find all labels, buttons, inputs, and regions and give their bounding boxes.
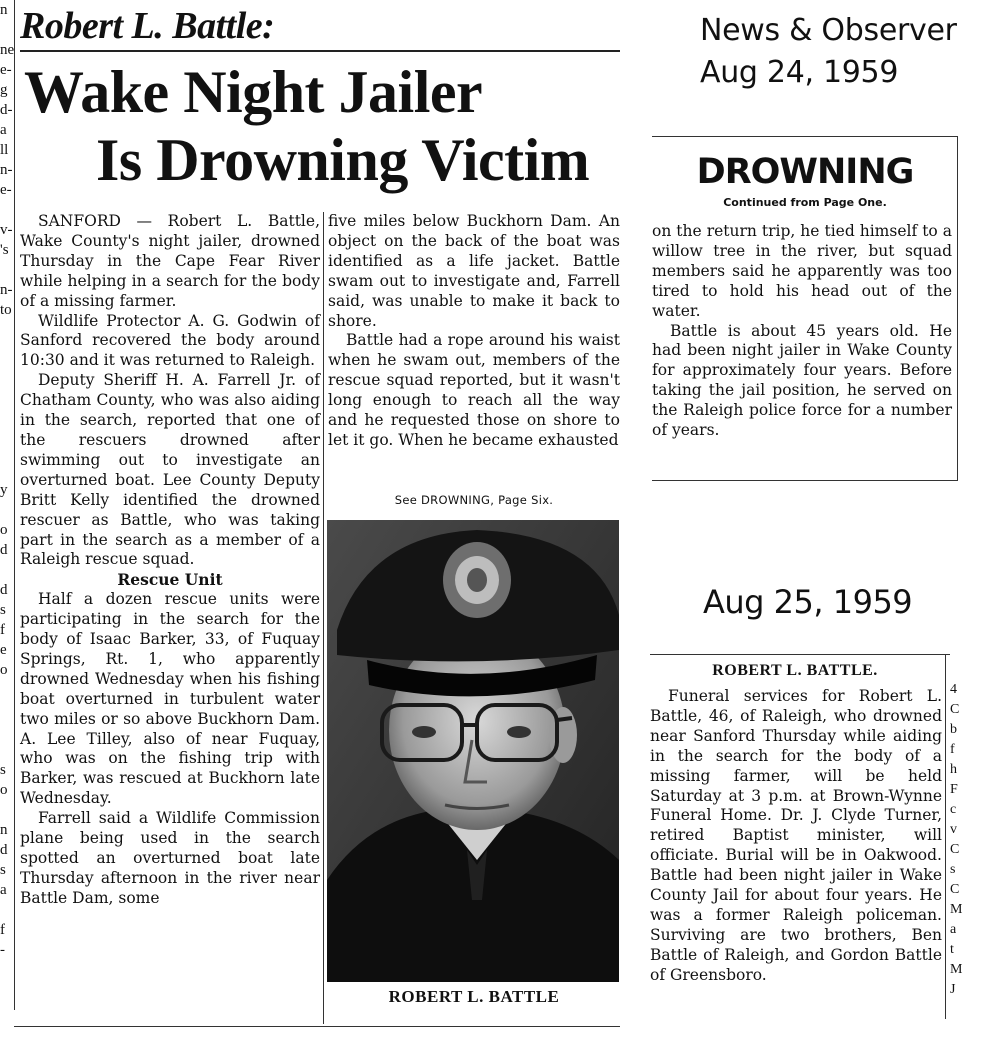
edge-fragment: ll (0, 142, 9, 158)
source-annotation (700, 10, 957, 94)
edge-fragment (0, 720, 14, 740)
story-paragraph: Battle had a rope around his waist when he swam out, members of the rescue squad reported, but it wasn't long enough to reach all the way and he requested those on shore to let it go. When he became exhausted (328, 331, 620, 449)
edge-fragment: 4 (950, 682, 957, 697)
edge-fragment: o (0, 662, 8, 678)
edge-fragment: e- (0, 62, 12, 78)
edge-fragment: e- (0, 182, 12, 198)
edge-fragment (0, 260, 14, 280)
edge-fragment: d (0, 842, 8, 858)
obituary-neighbor-fragments (950, 680, 964, 1000)
story-paragraph: Farrell said a Wildlife Commission plane being used in the search spotted an overturned boat late Thursday afternoon in the river near Battle Dam, some (20, 809, 320, 907)
edge-fragment (0, 460, 14, 480)
edge-fragment: to (0, 302, 12, 318)
continuation-text (652, 222, 952, 441)
edge-fragment: g (0, 82, 8, 98)
edge-fragment: d- (0, 102, 13, 118)
headline-line-1: Wake Night Jailer (24, 59, 483, 125)
photo-caption: ROBERT L. BATTLE (388, 987, 560, 1006)
edge-fragment: y (0, 482, 8, 498)
edge-fragment: n (0, 822, 8, 838)
edge-fragment: J (950, 982, 956, 997)
edge-fragment (0, 360, 14, 380)
edge-fragment: s (950, 862, 956, 877)
obituary-paragraph: Funeral services for Robert L. Battle, 46, of Raleigh, who drowned near Sanford Thursday while aiding in the search for the body of a missing farmer, will be held Saturday at 3 p.m. at Brown-Wynne Funeral Home. Dr. J. Clyde Turner, retired Baptist minister, will officiate. Burial will be in Oakwood. Battle had been night jailer in Wake County Jail for about four years. He was a former Raleigh policeman. Surviving are two brothers, Ben Battle of Raleigh, and Gordon Battle of Greensboro. (650, 687, 942, 984)
edge-fragment (0, 500, 14, 520)
story-paragraph: Wildlife Protector A. G. Godwin of Sanford recovered the body around 10:30 and it was returned to Raleigh. (20, 311, 320, 370)
obituary-top-rule (650, 654, 950, 655)
edge-fragment: t (950, 942, 954, 957)
edge-fragment (0, 400, 14, 420)
edge-fragment: s (0, 862, 6, 878)
edge-fragment: s (0, 602, 6, 618)
edge-fragment: a (950, 922, 957, 937)
edge-fragment (0, 800, 14, 820)
edge-fragment: a (0, 882, 7, 898)
source-date-2: Aug 25, 1959 (703, 583, 913, 621)
edge-fragment: ne (0, 42, 14, 58)
edge-fragment: F (950, 782, 958, 797)
story-paragraph: SANFORD — Robert L. Battle, Wake County's night jailer, drowned Thursday in the Cape Fear River while helping in a search for the body of a missing farmer. (20, 212, 320, 310)
edge-fragment: h (950, 762, 957, 777)
story-column-2 (328, 212, 620, 451)
edge-fragment: b (950, 722, 957, 737)
edge-fragment (0, 340, 14, 360)
edge-fragment: M (950, 902, 963, 917)
edge-fragment: v (950, 822, 957, 837)
edge-fragment (0, 20, 14, 40)
edge-fragment: c (950, 802, 957, 817)
continuation-subline: Continued from Page One. (723, 196, 887, 209)
edge-fragment (0, 200, 14, 220)
edge-fragment (0, 440, 14, 460)
continuation-headline: DROWNING (696, 152, 914, 192)
continuation-top-rule (652, 136, 958, 137)
edge-fragment (0, 680, 14, 700)
edge-fragment: n (0, 2, 8, 18)
edge-fragment: f (950, 742, 955, 757)
edge-fragment: e (0, 642, 7, 658)
edge-fragment: d (0, 582, 8, 598)
edge-fragment: d (0, 542, 8, 558)
neighbor-column-fragments (0, 0, 14, 1010)
edge-fragment: C (950, 842, 960, 857)
edge-fragment: a (0, 122, 7, 138)
obituary-text (650, 687, 942, 986)
kicker-rule (20, 50, 620, 52)
edge-fragment: n- (0, 162, 13, 178)
story-bottom-rule (14, 1026, 620, 1027)
subhead: Rescue Unit (117, 570, 223, 590)
source-date-1: Aug 24, 1959 (700, 55, 899, 90)
edge-fragment: v- (0, 222, 13, 238)
edge-fragment: n- (0, 282, 13, 298)
edge-fragment (0, 700, 14, 720)
story-paragraph: Deputy Sheriff H. A. Farrell Jr. of Chatham County, who was also aiding in the search, reported that one of the rescuers drowned after swimming out to investigate an overturned boat. Lee County Deputy Britt Kelly identified the drowned rescuer as Battle, who was taking part in the search as a member of a Raleigh rescue squad. (20, 371, 320, 569)
column-rule (323, 212, 324, 1024)
continuation-bottom-rule (652, 480, 958, 481)
obituary-headline: ROBERT L. BATTLE. (712, 662, 878, 679)
edge-fragment: - (0, 942, 5, 958)
obituary-right-rule (945, 654, 946, 1019)
edge-fragment (0, 320, 14, 340)
jump-line: See DROWNING, Page Six. (394, 493, 554, 507)
column-rule (14, 0, 15, 1010)
edge-fragment: f (0, 622, 5, 638)
edge-fragment (0, 380, 14, 400)
edge-fragment: 's (0, 242, 9, 258)
source-paper: News & Observer (700, 13, 957, 48)
edge-fragment: M (950, 962, 963, 977)
edge-fragment: o (0, 782, 8, 798)
edge-fragment (0, 740, 14, 760)
story-paragraph: on the return trip, he tied himself to a willow tree in the river, but squad members said he apparently was too tired to hold his head out of the water. (652, 222, 952, 320)
edge-fragment: s (0, 762, 6, 778)
edge-fragment: C (950, 702, 960, 717)
edge-fragment (0, 420, 14, 440)
edge-fragment (0, 560, 14, 580)
story-paragraph: Half a dozen rescue units were participating in the search for the body of Isaac Barker, 33, of Fuquay Springs, Rt. 1, who apparently drowned Wednesday when his fishing boat overturned in turbulent water two miles or so above Buckhorn Dam. A. Lee Tilley, also of near Fuquay, who was on the fishing trip with Barker, was rescued at Buckhorn late Wednesday. (20, 590, 320, 808)
story-paragraph: Battle is about 45 years old. He had been night jailer in Wake County for approximately four years. Before taking the jail position, he served on the Raleigh police force for a number of years. (652, 321, 952, 440)
edge-fragment: f (0, 922, 5, 938)
edge-fragment: o (0, 522, 8, 538)
portrait-photo (327, 520, 619, 982)
kicker-name: Robert L. Battle: (20, 5, 275, 47)
edge-fragment (0, 900, 14, 920)
edge-fragment: C (950, 882, 960, 897)
story-paragraph: five miles below Buckhorn Dam. An object on the back of the boat was identified as a life jacket. Battle swam out to investigate and, Farrell said, was unable to make it back to shore. (328, 212, 620, 330)
headline-line-2: Is Drowning Victim (96, 127, 590, 193)
story-column-1 (20, 212, 320, 909)
